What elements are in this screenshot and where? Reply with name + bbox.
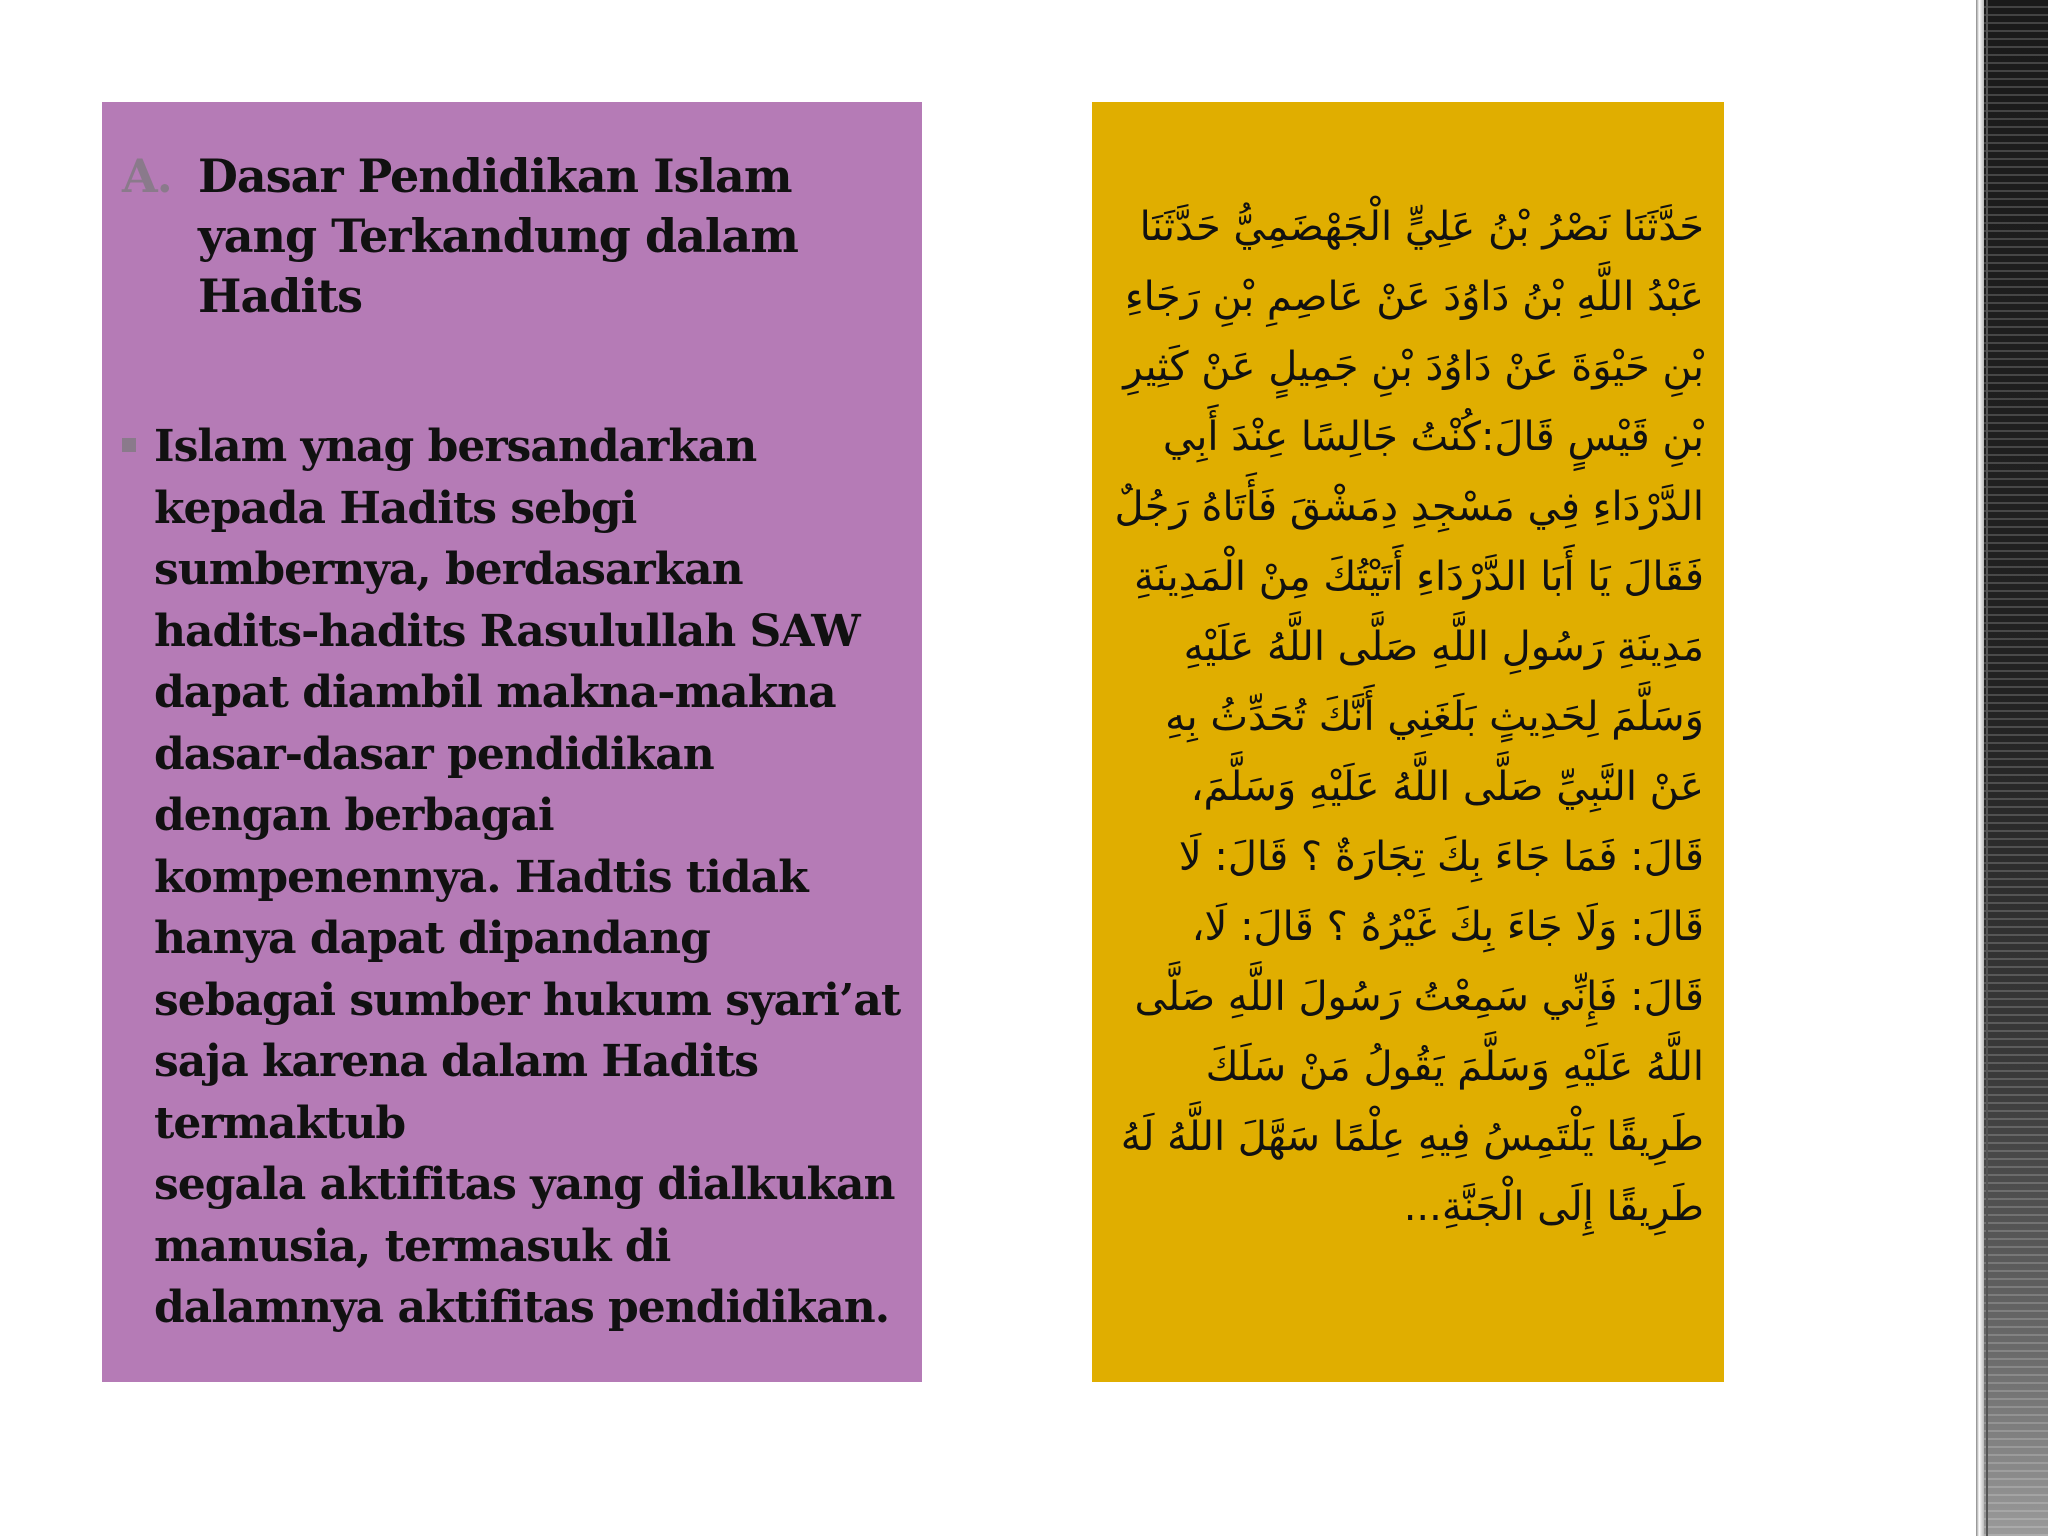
- square-bullet-icon: [122, 438, 136, 452]
- bullet-item: [122, 416, 902, 1339]
- heading-text: Dasar Pendidikan Islam yang Terkandung dalam Hadits: [198, 149, 798, 323]
- right-hadith-panel: [1092, 102, 1724, 1382]
- left-text-panel: [102, 102, 922, 1382]
- section-heading: [122, 146, 902, 326]
- decorative-edge-strip: [1976, 0, 2048, 1536]
- arabic-hadith-text: حَدَّثَنَا نَصْرُ بْنُ عَلِيٍّ الْجَهْضَمِيُّ حَدَّثَنَا عَبْدُ اللَّهِ بْنُ دَاوُدَ عَنْ عَاصِمِ بْنِ رَجَاءِ بْنِ حَيْوَةَ عَنْ دَاوُدَ بْنِ جَمِيلٍ عَنْ كَثِيرِ بْنِ قَيْسٍ قَالَ:كُنْتُ جَالِسًا عِنْدَ أَبِي الدَّرْدَاءِ فِي مَسْجِدِ دِمَشْقَ فَأَتَاهُ رَجُلٌ فَقَالَ يَا أَبَا الدَّرْدَاءِ أَتَيْتُكَ مِنْ الْمَدِينَةِ مَدِينَةِ رَسُولِ اللَّهِ صَلَّى اللَّهُ عَلَيْهِ وَسَلَّمَ لِحَدِيثٍ بَلَغَنِي أَنَّكَ تُحَدِّثُ بِهِ عَنْ النَّبِيِّ صَلَّى اللَّهُ عَلَيْهِ وَسَلَّمَ، قَالَ: فَمَا جَاءَ بِكَ تِجَارَةٌ ؟ قَالَ: لَا قَالَ: وَلَا جَاءَ بِكَ غَيْرُهُ ؟ قَالَ: لَا، قَالَ: فَإِنِّي سَمِعْتُ رَسُولَ اللَّهِ صَلَّى اللَّهُ عَلَيْهِ وَسَلَّمَ يَقُولُ مَنْ سَلَكَ طَرِيقًا يَلْتَمِسُ فِيهِ عِلْمًا سَهَّلَ اللَّهُ لَهُ طَرِيقًا إِلَى الْجَنَّةِ...: [1114, 204, 1704, 1230]
- bullet-text: Islam ynag bersandarkan kepada Hadits sebgi sumbernya, berdasarkan hadits-hadits Rasulullah SAW dapat diambil makna-makna dasar-dasar pendidikan dengan berbagai kompenennya. Hadtis tidak hanya dapat dipandang sebagai sumber hukum syari’at saja karena dalam Hadits termaktub segala aktifitas yang dialkukan manusia, termasuk di dalamnya aktifitas pendidikan.: [154, 421, 901, 1333]
- heading-marker: A.: [122, 149, 172, 203]
